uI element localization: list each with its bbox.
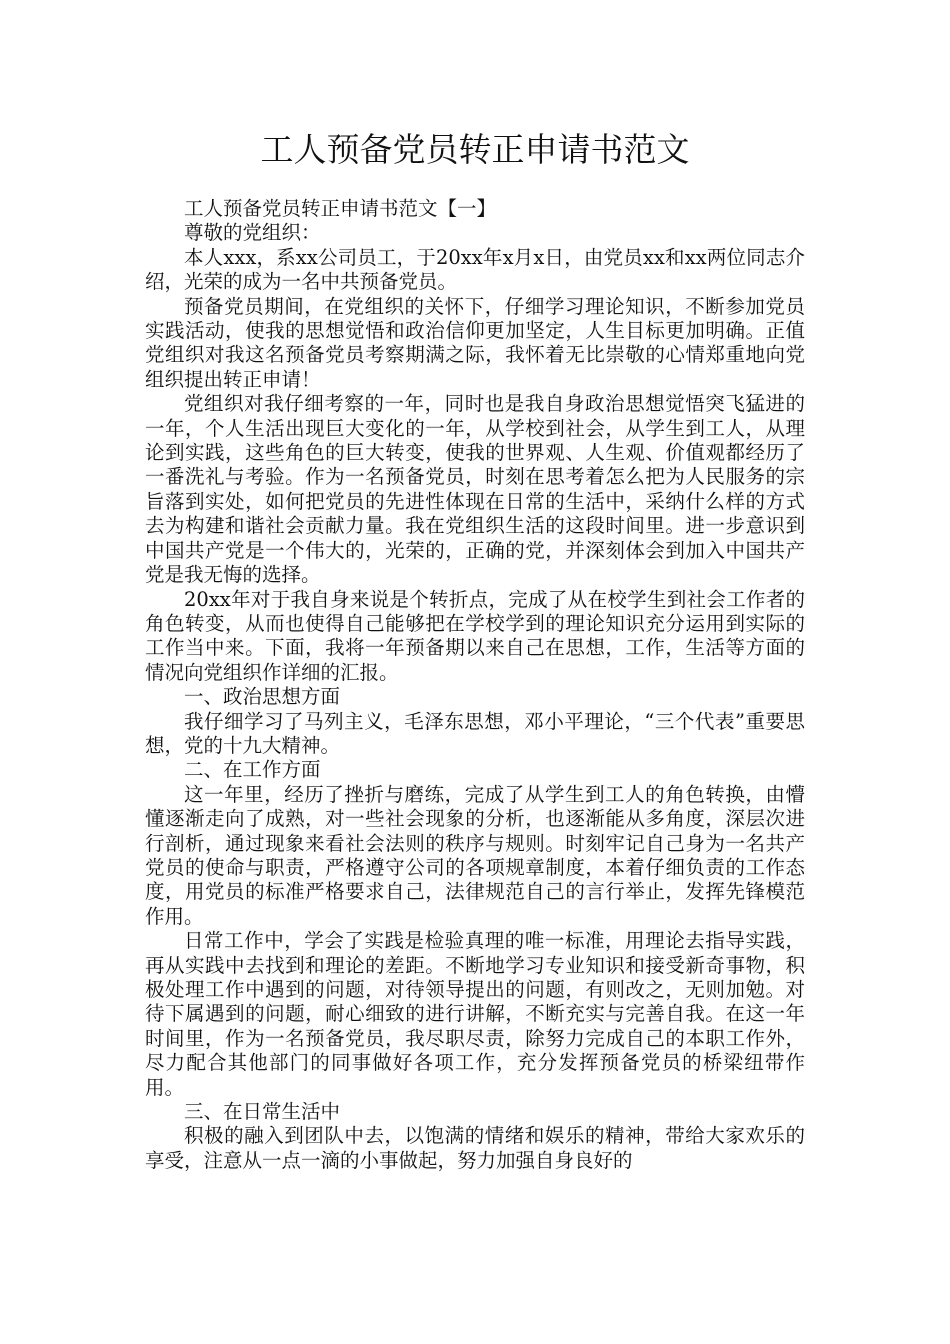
paragraph: 本人xxx，系xx公司员工，于20xx年x月x日，由党员xx和xx两位同志介绍，光荣的成为一名中共预备党员。 xyxy=(145,245,805,294)
section-heading-example-one: 工人预备党员转正申请书范文【一】 xyxy=(184,197,497,220)
paragraph: 积极的融入到团队中去，以饱满的情绪和娱乐的精神，带给大家欢乐的享受，注意从一点一滴的小事做起，努力加强自身良好的 xyxy=(145,1124,805,1172)
paragraph: 党组织对我仔细考察的一年，同时也是我自身政治思想觉悟突飞猛进的一年，个人生活出现巨大变化的一年，从学校到社会，从学生到工人，从理论到实践，这些角色的巨大转变，使我的世界观、人生观、价值观都经历了一番洗礼与考验。作为一名预备党员，时刻在思考着怎么把为人民服务的宗旨落到实处，如何把党员的先进性体现在日常的生活中，采纳什么样的方式去为构建和谐社会贡献力量。我在党组织生活的这段时间里。进一步意识到中国共产党是一个伟大的，光荣的，正确的党，并深刻体会到加入中国共产党是我无悔的选择。 xyxy=(145,392,805,587)
section-heading-work: 二、在工作方面 xyxy=(184,758,321,782)
paragraph: 我仔细学习了马列主义，毛泽东思想，邓小平理论，“三个代表”重要思想，党的十九大精神。 xyxy=(145,709,805,757)
salutation: 尊敬的党组织： xyxy=(184,221,321,245)
document-title: 工人预备党员转正申请书范文 xyxy=(260,130,690,169)
paragraph: 预备党员期间，在党组织的关怀下，仔细学习理论知识，不断参加党员实践活动，使我的思想觉悟和政治信仰更加坚定，人生目标更加明确。正值党组织对我这名预备党员考察期满之际，我怀着无比崇敬的心情郑重地向党组织提出转正申请！ xyxy=(145,294,805,391)
document-body xyxy=(145,197,805,1173)
section-heading-daily-life: 三、在日常生活中 xyxy=(184,1100,341,1124)
section-heading-politics: 一、政治思想方面 xyxy=(184,685,341,709)
paragraph: 20xx年对于我自身来说是个转折点，完成了从在校学生到社会工作者的角色转变，从而也使得自己能够把在学校学到的理论知识充分运用到实际的工作当中来。下面，我将一年预备期以来自己在思想，工作，生活等方面的情况向党组织作详细的汇报。 xyxy=(145,587,805,684)
paragraph: 这一年里，经历了挫折与磨练，完成了从学生到工人的角色转换，由懵懂逐渐走向了成熟，对一些社会现象的分析，也逐渐能从多角度，深层次进行剖析，通过现象来看社会法则的秩序与规则。时刻牢记自己身为一名共产党员的使命与职责，严格遵守公司的各项规章制度，本着仔细负责的工作态度，用党员的标准严格要求自己，法律规范自己的言行举止，发挥先锋模范作用。 xyxy=(145,782,805,928)
paragraph: 日常工作中，学会了实践是检验真理的唯一标准，用理论去指导实践，再从实践中去找到和理论的差距。不断地学习专业知识和接受新奇事物，积极处理工作中遇到的问题，对待领导提出的问题，有则改之，无则加勉。对待下属遇到的问题，耐心细致的进行讲解，不断充实与完善自我。在这一年时间里，作为一名预备党员，我尽职尽责，除努力完成自己的本职工作外，尽力配合其他部门的同事做好各项工作，充分发挥预备党员的桥梁纽带作用。 xyxy=(145,929,805,1099)
